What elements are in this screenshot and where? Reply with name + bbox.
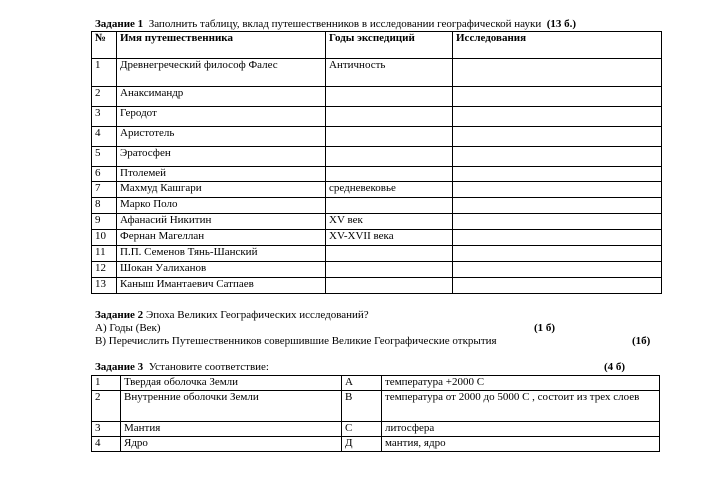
traveler-name: Древнегреческий философ Фалес [117,59,326,87]
traveler-name: Афанасий Никитин [117,214,326,230]
task2-label: Задание 2 [95,309,144,321]
match-option: температура от 2000 до 5000 С , состоит из трех слоев [382,391,660,422]
task2-item-b: В) Перечислить Путешественников совершившие Великие Географические открытия [95,335,497,347]
row-number: 1 [92,376,121,391]
row-number: 2 [92,391,121,422]
row-number: 5 [92,147,117,167]
row-number: 4 [92,437,121,452]
traveler-name: Фернан Магеллан [117,230,326,246]
expedition-years: XV век [326,214,453,230]
table-row [92,147,662,167]
task1-points: (13 б.) [546,18,577,30]
row-number: 13 [92,278,117,294]
row-number: 9 [92,214,117,230]
traveler-name: Каныш Имантаевич Сатпаев [117,278,326,294]
match-letter: А [342,376,382,391]
research-cell[interactable] [453,214,662,230]
expedition-years[interactable] [326,107,453,127]
travelers-table [91,31,662,294]
traveler-name: Птолемей [117,167,326,182]
expedition-years[interactable] [326,246,453,262]
match-letter: С [342,422,382,437]
task2-item-b-points: (1б) [632,335,651,347]
traveler-name: Геродот [117,107,326,127]
row-number: 7 [92,182,117,198]
task1-text: Заполнить таблицу, вклад путешественников в исследовании географической науки [148,18,542,30]
match-item: Ядро [121,437,342,452]
row-number: 3 [92,422,121,437]
expedition-years: средневековье [326,182,453,198]
row-number: 12 [92,262,117,278]
task1-title [95,18,576,31]
expedition-years[interactable] [326,278,453,294]
match-letter: В [342,391,382,422]
research-cell[interactable] [453,262,662,278]
table-row [92,262,662,278]
header-number: № [92,32,117,59]
traveler-name: Эратосфен [117,147,326,167]
traveler-name: Анаксимандр [117,87,326,107]
research-cell[interactable] [453,127,662,147]
table-row [92,127,662,147]
row-number: 8 [92,198,117,214]
task3-title [95,361,269,374]
match-option: литосфера [382,422,660,437]
table-header-row [92,32,662,59]
research-cell[interactable] [453,198,662,214]
row-number: 6 [92,167,117,182]
table-row [92,437,660,452]
research-cell[interactable] [453,59,662,87]
matching-table [91,375,660,452]
match-letter: Д [342,437,382,452]
research-cell[interactable] [453,246,662,262]
expedition-years[interactable] [326,127,453,147]
table-row [92,107,662,127]
task1-label: Задание 1 [95,18,144,30]
expedition-years: XV-XVII века [326,230,453,246]
research-cell[interactable] [453,87,662,107]
table-row [92,167,662,182]
traveler-name: П.П. Семенов Тянь-Шанский [117,246,326,262]
expedition-years[interactable] [326,198,453,214]
traveler-name: Шокан Уалиханов [117,262,326,278]
table-row [92,422,660,437]
expedition-years: Античность [326,59,453,87]
table-row [92,182,662,198]
expedition-years[interactable] [326,167,453,182]
traveler-name: Аристотель [117,127,326,147]
table-row [92,59,662,87]
task2-title [95,309,369,322]
row-number: 4 [92,127,117,147]
table-row [92,278,662,294]
research-cell[interactable] [453,167,662,182]
expedition-years[interactable] [326,87,453,107]
traveler-name: Махмуд Кашгари [117,182,326,198]
row-number: 3 [92,107,117,127]
task2-item-a: А) Годы (Век) [95,322,161,334]
header-research: Исследования [453,32,662,59]
task3-label: Задание 3 [95,361,144,373]
task2-item-a-points: (1 б) [534,322,556,334]
task3-text: Установите соответствие: [148,361,269,373]
table-row [92,230,662,246]
expedition-years[interactable] [326,262,453,278]
row-number: 1 [92,59,117,87]
match-item: Твердая оболочка Земли [121,376,342,391]
header-years: Годы экспедиций [326,32,453,59]
row-number: 11 [92,246,117,262]
table-row [92,376,660,391]
table-row [92,246,662,262]
match-item: Внутренние оболочки Земли [121,391,342,422]
match-option: температура +2000 С [382,376,660,391]
table-row [92,391,660,422]
match-option: мантия, ядро [382,437,660,452]
research-cell[interactable] [453,230,662,246]
header-name: Имя путешественника [117,32,326,59]
row-number: 10 [92,230,117,246]
table-row [92,87,662,107]
research-cell[interactable] [453,147,662,167]
expedition-years[interactable] [326,147,453,167]
table-row [92,198,662,214]
task2-text: Эпоха Великих Географических исследований? [145,309,369,321]
match-item: Мантия [121,422,342,437]
research-cell[interactable] [453,182,662,198]
traveler-name: Марко Поло [117,198,326,214]
table-row [92,214,662,230]
task3-points: (4 б) [604,361,626,373]
research-cell[interactable] [453,278,662,294]
research-cell[interactable] [453,107,662,127]
row-number: 2 [92,87,117,107]
